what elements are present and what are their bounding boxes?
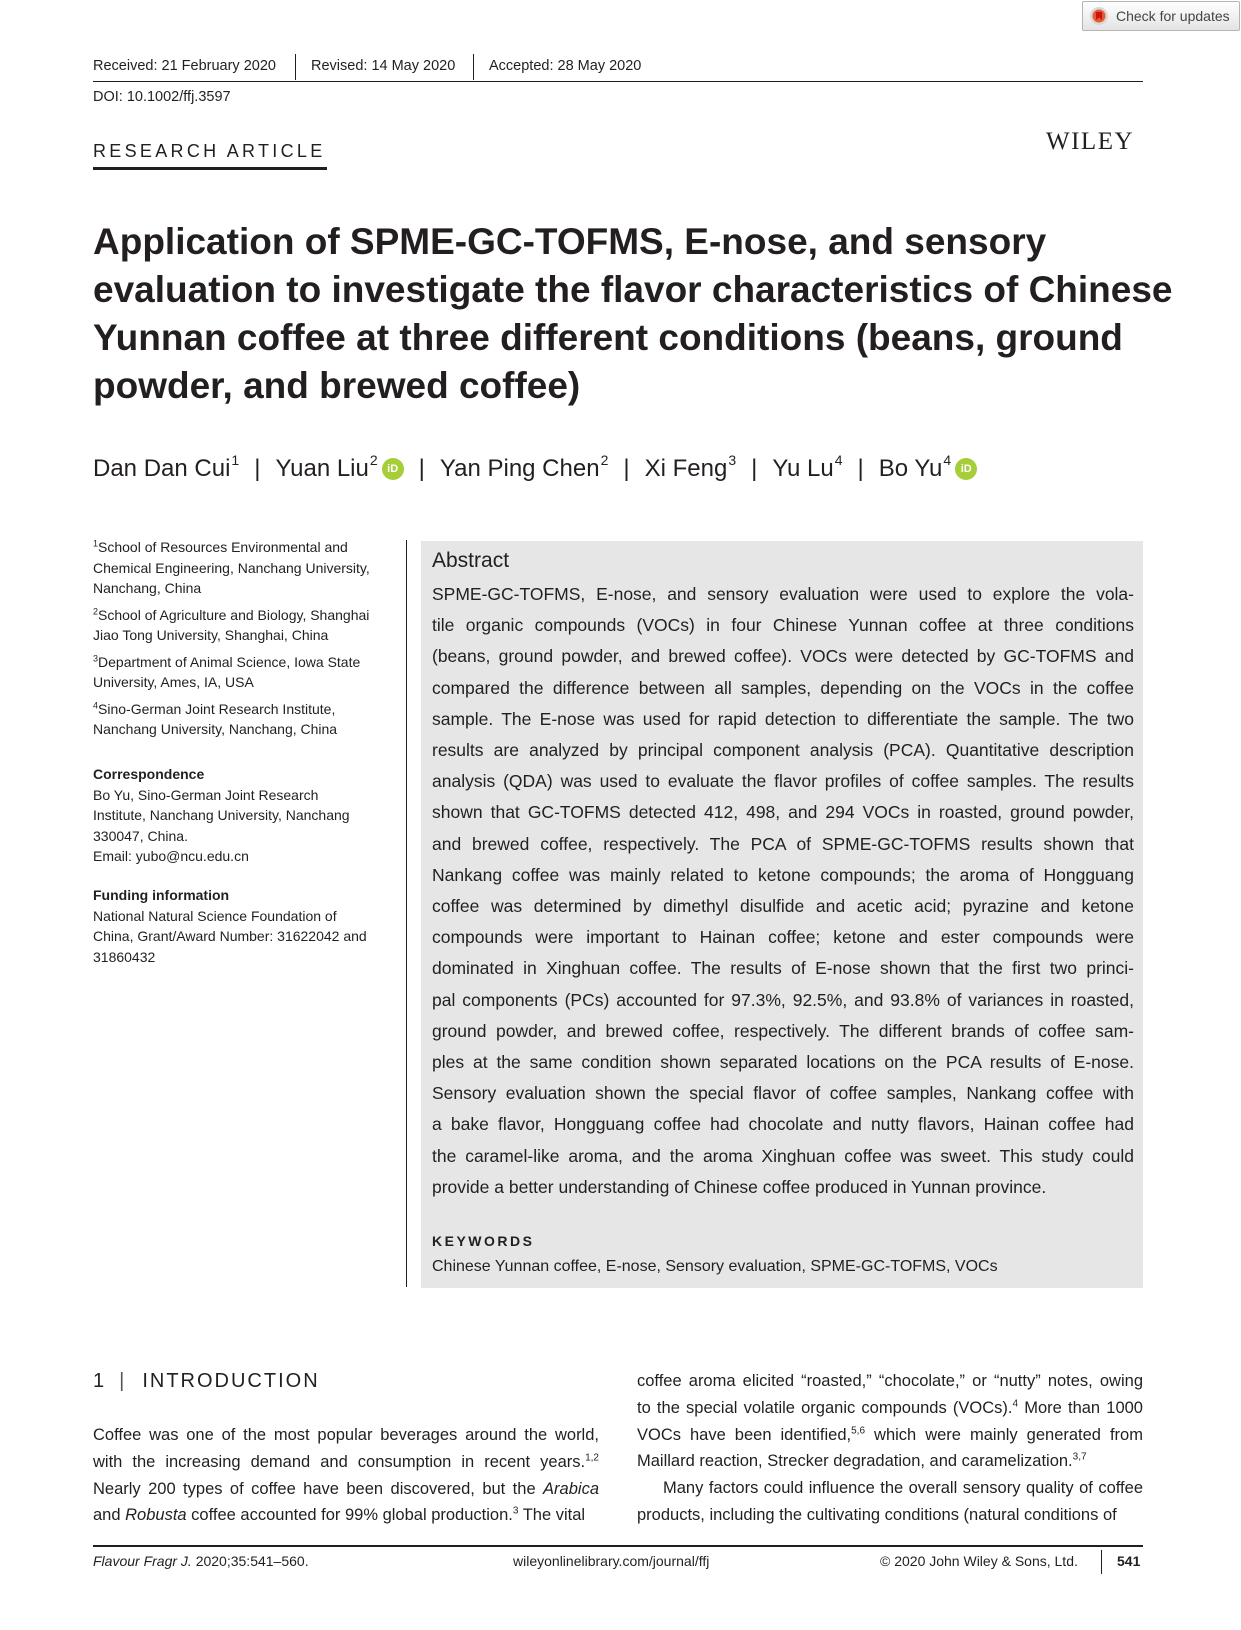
introduction-heading: [93, 1370, 320, 1393]
received-date: Received: 21 February 2020: [93, 58, 276, 74]
abstract-line: the caramel-like aroma, and the aroma Xinghuan coffee was sweet. This study could: [432, 1145, 1134, 1166]
introduction-right-column: [637, 1368, 1143, 1529]
title-line: evaluation to investigate the flavor characteristics of Chinese: [93, 269, 1173, 310]
section-separator: |: [119, 1370, 127, 1392]
footer-citation: [93, 1553, 309, 1569]
journal-name: Flavour Fragr J.: [93, 1553, 192, 1569]
affiliation-line: $^2$School of Agriculture and Biology, Shanghai: [93, 605, 370, 623]
citation-ref[interactable]: 3: [512, 1505, 519, 1517]
section-number: 1: [93, 1370, 107, 1392]
abstract-line: compared the difference between all samples, depending on the VOCs in the coffee: [432, 677, 1134, 698]
title-line: Application of SPME-GC-TOFMS, E-nose, and sensory: [93, 221, 1047, 262]
footer-divider: [1101, 1550, 1102, 1574]
abstract-line: (beans, ground powder, and brewed coffee). VOCs were detected by GC-TOFMS and: [432, 646, 1134, 667]
funding-heading: Funding information: [93, 887, 230, 903]
abstract-line: a bake flavor, Hongguang coffee had chocolate and nutty flavors, Hainan coffee had: [432, 1114, 1134, 1135]
author[interactable]: [93, 452, 240, 483]
correspondence-heading: Correspondence: [93, 766, 205, 782]
correspondence-line: 330047, China.: [93, 827, 188, 844]
orcid-icon[interactable]: iD: [382, 458, 404, 480]
check-for-updates-button[interactable]: [1082, 1, 1240, 31]
paragraph-line: with the increasing demand and consumption in recent years.$^{1,2}$: [93, 1452, 599, 1471]
header-rule: [93, 81, 1143, 82]
article-title: [93, 218, 1173, 410]
column-divider: [406, 540, 407, 1287]
author-name: Yu Lu: [772, 455, 834, 482]
abstract-line: compounds were important to Hainan coffee; ketone and ester compounds were: [432, 927, 1134, 948]
affiliation-marker: 4: [834, 452, 843, 468]
citation-ref[interactable]: 4: [1012, 1398, 1019, 1410]
author[interactable]: [878, 452, 977, 483]
affiliation: [93, 699, 393, 740]
footer-url[interactable]: wileyonlinelibrary.com/journal/ffj: [513, 1553, 710, 1569]
correspondence-line: Bo Yu, Sino-German Joint Research: [93, 786, 319, 803]
footer-rule: [93, 1545, 1143, 1547]
paragraph-line: VOCs have been identified,$^{5,6}$ which were mainly generated from: [637, 1425, 1143, 1444]
affiliation-line: University, Ames, IA, USA: [93, 674, 254, 690]
page-number: 541: [1117, 1553, 1141, 1569]
author-name: Bo Yu: [878, 455, 943, 482]
paragraph-line: to the special volatile organic compounds (VOCs).$^4$ More than 1000: [637, 1398, 1143, 1417]
author[interactable]: [644, 452, 737, 483]
abstract-line: Nankang coffee was mainly related to ketone compounds; the aroma of Hongguang: [432, 864, 1134, 885]
abstract-body: [432, 579, 1134, 1203]
affiliation-line: Chemical Engineering, Nanchang University,: [93, 559, 370, 576]
funding-line: 31860432: [93, 948, 156, 965]
abstract-line: tile organic compounds (VOCs) in four Chinese Yunnan coffee at three conditions: [432, 615, 1134, 636]
author-separator: |: [857, 455, 864, 482]
author-list: [93, 452, 977, 483]
affiliation-number: 4: [93, 699, 99, 710]
author[interactable]: [275, 452, 403, 483]
doi[interactable]: DOI: 10.1002/ffj.3597: [93, 89, 231, 105]
funding-section: [93, 885, 393, 967]
affiliation-line: Jiao Tong University, Shanghai, China: [93, 627, 329, 643]
title-line: powder, and brewed coffee): [93, 365, 581, 406]
affiliation-marker: 4: [943, 452, 952, 468]
section-title: INTRODUCTION: [142, 1370, 320, 1392]
affiliations: [93, 537, 393, 740]
author[interactable]: [439, 452, 609, 483]
italic-term: Arabica: [543, 1479, 599, 1498]
header-divider: [295, 54, 296, 80]
paragraph-line: Many factors could influence the overall sensory quality of coffee: [663, 1479, 1143, 1498]
abstract-line: sample. The E-nose was used for rapid detection to differentiate the sample. The two: [432, 708, 1134, 729]
author[interactable]: [772, 452, 843, 483]
accepted-date: Accepted: 28 May 2020: [489, 58, 642, 74]
affiliation: [93, 605, 393, 646]
abstract-line: shown that GC-TOFMS detected 412, 498, and 294 VOCs in roasted, ground powder,: [432, 802, 1134, 823]
affiliation: [93, 652, 393, 693]
affiliation-marker: 3: [728, 452, 737, 468]
author-name: Xi Feng: [644, 455, 728, 482]
abstract-line: pal components (PCs) accounted for 97.3%, 92.5%, and 93.8% of variances in roasted,: [432, 989, 1134, 1010]
citation-ref[interactable]: 5,6: [851, 1425, 866, 1437]
author-separator: |: [254, 455, 261, 482]
header-divider: [473, 54, 474, 80]
paragraph-line: Maillard reaction, Strecker degradation, and caramelization.$^{3,7}$: [637, 1451, 1087, 1471]
author-name: Dan Dan Cui: [93, 455, 231, 482]
correspondence-line: Institute, Nanchang University, Nanchang: [93, 807, 350, 823]
paragraph-line: and Robusta coffee accounted for 99% global production.$^3$ The vital: [93, 1505, 586, 1525]
paragraph-line: Nearly 200 types of coffee have been discovered, but the Arabica: [93, 1479, 599, 1498]
author-name: Yan Ping Chen: [439, 455, 600, 482]
orcid-icon[interactable]: iD: [955, 458, 977, 480]
check-for-updates-label: Check for updates: [1116, 8, 1230, 24]
article-type-label: RESEARCH ARTICLE: [93, 141, 326, 161]
affiliation-number: 2: [93, 605, 99, 616]
abstract-line: results are analyzed by principal component analysis (PCA). Quantitative description: [432, 740, 1134, 761]
affiliation-line: Nanchang, China: [93, 580, 202, 596]
abstract-line: SPME-GC-TOFMS, E-nose, and sensory evaluation were used to explore the vola-: [432, 584, 1134, 604]
affiliation-line: Nanchang University, Nanchang, China: [93, 721, 338, 737]
abstract-line: coffee was determined by dimethyl disulfide and acetic acid; pyrazine and ketone: [432, 896, 1134, 917]
abstract-line: ground powder, and brewed coffee, respectively. The different brands of coffee sam-: [432, 1020, 1134, 1041]
citation-ref[interactable]: 1,2: [585, 1452, 599, 1464]
correspondence-line: Email: yubo@ncu.edu.cn: [93, 848, 249, 864]
article-type-underline: [93, 167, 327, 170]
publisher-logo: WILEY: [1046, 128, 1135, 155]
affiliation-number: 3: [93, 652, 99, 663]
affiliation-number: 1: [93, 538, 99, 549]
abstract-heading: Abstract: [432, 549, 510, 572]
citation-ref[interactable]: 3,7: [1072, 1451, 1087, 1463]
affiliation-line: $^3$Department of Animal Science, Iowa State: [93, 652, 361, 670]
author-separator: |: [623, 455, 630, 482]
introduction-left-column: [93, 1422, 599, 1529]
title-line: Yunnan coffee at three different conditions (beans, ground: [93, 317, 1123, 358]
keywords-heading: KEYWORDS: [432, 1233, 535, 1249]
italic-term: Robusta: [125, 1506, 187, 1525]
author-separator: |: [418, 455, 425, 482]
affiliation-marker: 2: [369, 452, 378, 468]
abstract-line: provide a better understanding of Chinese coffee produced in Yunnan province.: [432, 1176, 1047, 1197]
journal-volume: 2020;35:541–560.: [191, 1553, 309, 1569]
correspondence-section: [93, 764, 393, 867]
abstract-line: and brewed coffee, respectively. The PCA of SPME-GC-TOFMS results shown that: [432, 833, 1134, 854]
paragraph-line: products, including the cultivating conditions (natural conditions of: [637, 1505, 1117, 1524]
funding-line: National Natural Science Foundation of: [93, 907, 337, 924]
abstract-line: analysis (QDA) was used to evaluate the flavor profiles of coffee samples. The results: [432, 771, 1134, 792]
paragraph-line: Coffee was one of the most popular beverages around the world,: [93, 1426, 599, 1444]
keywords-list: Chinese Yunnan coffee, E-nose, Sensory evaluation, SPME-GC-TOFMS, VOCs: [432, 1258, 998, 1275]
footer-copyright: © 2020 John Wiley & Sons, Ltd.: [880, 1553, 1078, 1569]
revised-date: Revised: 14 May 2020: [311, 58, 456, 74]
author-separator: |: [751, 455, 758, 482]
check-for-updates-icon: [1089, 6, 1109, 26]
abstract-line: ples at the same condition shown separated locations on the PCA results of E-nose.: [432, 1052, 1134, 1073]
affiliation-marker: 2: [600, 452, 609, 468]
affiliation-line: $^1$School of Resources Environmental and: [93, 538, 348, 555]
paragraph-line: coffee aroma elicited “roasted,” “chocolate,” or “nutty” notes, owing: [637, 1372, 1143, 1390]
abstract-line: dominated in Xinghuan coffee. The results of E-nose shown that the first two princi-: [432, 958, 1134, 979]
abstract-line: Sensory evaluation shown the special flavor of coffee samples, Nankang coffee with: [432, 1083, 1134, 1104]
affiliation-line: $^4$Sino-German Joint Research Institute,: [93, 699, 336, 717]
author-name: Yuan Liu: [275, 455, 369, 482]
affiliation: [93, 537, 393, 599]
funding-line: China, Grant/Award Number: 31622042 and: [93, 928, 367, 944]
affiliation-marker: 1: [231, 452, 240, 468]
